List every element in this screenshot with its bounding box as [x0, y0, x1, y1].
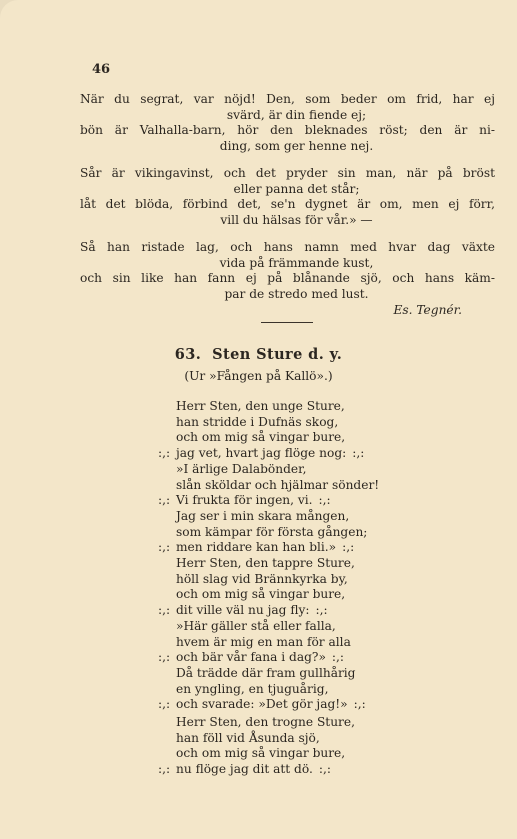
- poem-number: 63.: [174, 346, 202, 363]
- refrain-mark-open: :,:: [158, 697, 171, 712]
- verse-line: svärd, är din fiende ej;: [226, 107, 367, 122]
- verse-line: vill du hälsas för vår.» —: [220, 212, 373, 227]
- poem-stanza-2: [150, 556, 366, 713]
- poem-line: [150, 446, 379, 462]
- poem-line-text: »Här gäller stå eller falla,: [176, 618, 336, 633]
- poem-stanza-3: [150, 715, 355, 778]
- refrain-mark-close: :,:: [318, 493, 331, 508]
- poem-line: [150, 430, 379, 446]
- poem-line: [150, 762, 355, 778]
- poem-line-text: dit ville väl nu jag fly:: [176, 603, 310, 618]
- verse-line: och sin like han fann ej på blånande sjö, och hans käm-: [80, 271, 495, 285]
- poem-line-text: nu flöge jag dit att dö.: [176, 762, 313, 777]
- poem-line-text: Herr Sten, den tappre Sture,: [176, 556, 355, 570]
- refrain-mark-open: :,:: [158, 603, 171, 618]
- poem-line-text: men riddare kan han bli.»: [176, 540, 337, 555]
- poem-line: [150, 462, 379, 478]
- poem-line: [150, 650, 366, 666]
- poem-line: [150, 478, 379, 494]
- refrain-mark-close: :,:: [331, 650, 344, 665]
- poem-line-text: hvem är mig en man för alla: [176, 634, 351, 649]
- poem-line-text: Vi frukta för ingen, vi.: [176, 493, 313, 508]
- poem-line: [150, 415, 379, 431]
- poem-line: [150, 556, 366, 572]
- poem-line-text: han föll vid Åsunda sjö,: [176, 730, 320, 745]
- poem-line-text: Herr Sten, den trogne Sture,: [176, 715, 355, 729]
- verse-line: eller panna det står;: [233, 181, 360, 196]
- refrain-mark-close: :,:: [352, 446, 365, 461]
- poem-line-text: höll slag vid Brännkyrka by,: [176, 571, 348, 586]
- refrain-mark-close: :,:: [342, 540, 355, 555]
- poem-line-text: och bär vår fana i dag?»: [176, 650, 326, 665]
- poem-line-text: som kämpar för första gången;: [176, 524, 368, 539]
- poem-line: [150, 746, 355, 762]
- refrain-mark-close: :,:: [315, 603, 328, 618]
- verse-line: vida på främmande kust,: [219, 255, 374, 270]
- verse-line: ding, som ger henne nej.: [219, 138, 374, 153]
- poem-line-text: och svarade: »Det gör jag!»: [176, 697, 348, 712]
- poem-line-text: och om mig så vingar bure,: [176, 587, 346, 602]
- poem-line-text: Jag ser i min skara mången,: [176, 508, 350, 523]
- poem-line: [150, 682, 366, 698]
- poem-line: [150, 731, 355, 747]
- poem-line-text: jag vet, hvart jag flöge nog:: [176, 446, 347, 461]
- poem-stanza-1: [150, 399, 379, 556]
- poem-subtitle: (Ur »Fången på Kallö».): [184, 369, 333, 383]
- poem-line-text: Herr Sten, den unge Sture,: [176, 399, 345, 413]
- poem-line-text: slån sköldar och hjälmar sönder!: [176, 477, 380, 492]
- refrain-mark-open: :,:: [158, 540, 171, 555]
- poem-line-text: och om mig så vingar bure,: [176, 430, 346, 445]
- poem-line: [150, 572, 366, 588]
- refrain-mark-close: :,:: [318, 762, 331, 777]
- refrain-mark-open: :,:: [158, 762, 171, 777]
- poem-line: [150, 587, 366, 603]
- poem-title: Sten Sture d. y.: [212, 346, 343, 363]
- refrain-mark-close: :,:: [353, 697, 366, 712]
- poem-line-text: en yngling, en tjuguårig,: [176, 681, 329, 696]
- poem-line: [150, 525, 379, 541]
- verse-line: låt det blöda, förbind det, se'n dygnet är om, men ej förr,: [80, 197, 495, 211]
- poem-line-text: och om mig så vingar bure,: [176, 746, 346, 761]
- poem-line-text: han stridde i Dufnäs skog,: [176, 414, 339, 429]
- poem-line: [150, 493, 379, 509]
- refrain-mark-open: :,:: [158, 446, 171, 461]
- poem-heading: [0, 346, 517, 363]
- poem-line: [150, 603, 366, 619]
- poem-line: [150, 697, 366, 713]
- refrain-mark-open: :,:: [158, 650, 171, 665]
- refrain-mark-open: :,:: [158, 493, 171, 508]
- poem-line: [150, 635, 366, 651]
- poem-line-text: »I ärlige Dalabönder,: [176, 461, 307, 476]
- page-number: 46: [92, 62, 111, 77]
- poem-line: [150, 619, 366, 635]
- verse-line: Så han ristade lag, och hans namn med hvar dag växte: [80, 240, 495, 254]
- poem-line: [150, 666, 366, 682]
- intro-stanza-1: [80, 92, 495, 154]
- author-signature: Es. Tegnér.: [393, 303, 462, 317]
- poem-line: [150, 399, 379, 415]
- verse-line: När du segrat, var nöjd! Den, som beder om frid, har ej: [80, 92, 495, 106]
- poem-line: [150, 715, 355, 731]
- poem-line: [150, 540, 379, 556]
- poem-line: [150, 509, 379, 525]
- verse-line: par de stredo med lust.: [224, 286, 369, 301]
- verse-line: Sår är vikingavinst, och det pryder sin man, när på bröst: [80, 166, 495, 180]
- intro-stanza-2: [80, 166, 495, 228]
- intro-stanza-3: [80, 240, 495, 302]
- section-divider: [261, 322, 313, 323]
- verse-line: bön är Valhalla-barn, hör den bleknades röst; den är ni-: [80, 123, 495, 137]
- poem-line-text: Då trädde där fram gullhårig: [176, 665, 356, 680]
